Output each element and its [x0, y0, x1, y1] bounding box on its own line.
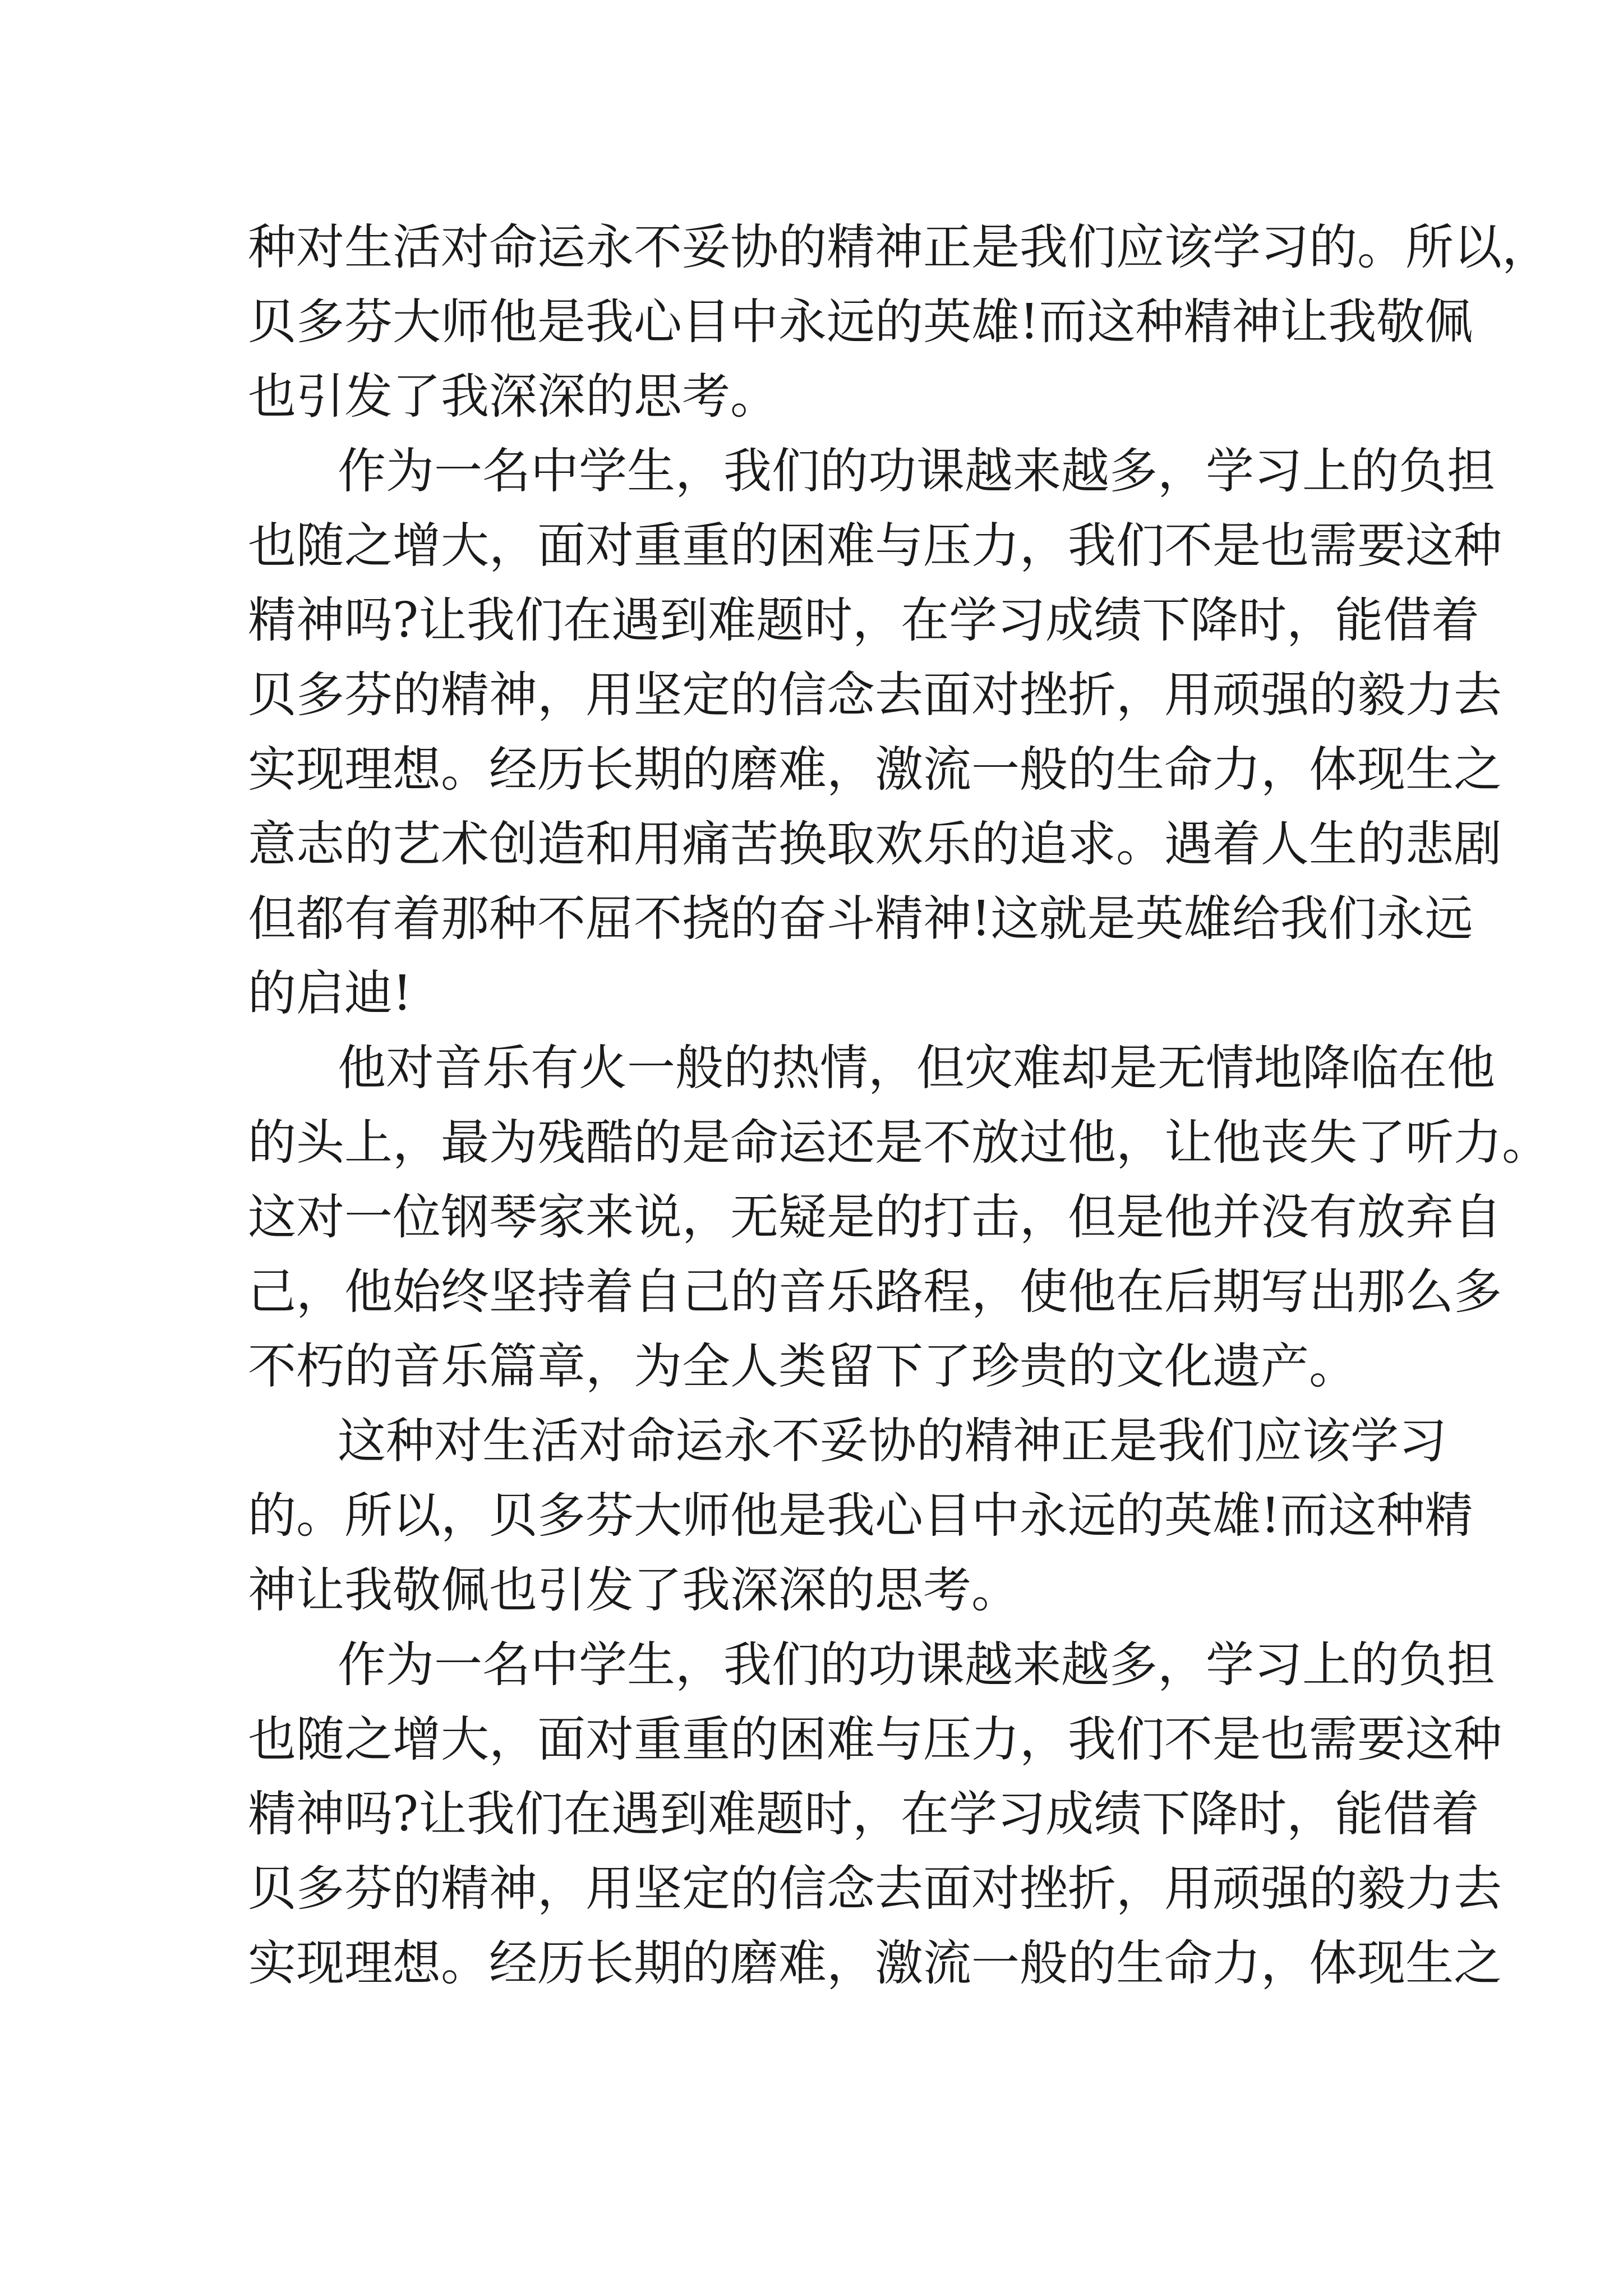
- text-line: 实现理想。经历长期的磨难，激流一般的生命力，体现生之: [248, 742, 1502, 798]
- text-line: 作为一名中学生，我们的功课越来越多，学习上的负担: [338, 443, 1495, 499]
- text-line: 的启迪!: [248, 965, 412, 1022]
- text-line: 实现理想。经历长期的磨难，激流一般的生命力，体现生之: [248, 1935, 1502, 1991]
- text-line: 的。所以，贝多芬大师他是我心目中永远的英雄!而这种精: [248, 1488, 1473, 1544]
- text-line: 这对一位钢琴家来说，无疑是的打击，但是他并没有放弃自: [248, 1189, 1502, 1245]
- text-line: 不朽的音乐篇章，为全人类留下了珍贵的文化遗产。: [248, 1338, 1357, 1395]
- text-line: 但都有着那种不屈不挠的奋斗精神!这就是英雄给我们永远: [248, 891, 1473, 947]
- text-line: 也随之增大，面对重重的困难与压力，我们不是也需要这种: [248, 518, 1502, 574]
- text-line: 贝多芬大师他是我心目中永远的英雄!而这种精神让我敬佩: [248, 294, 1473, 350]
- text-line: 也引发了我深深的思考。: [248, 369, 778, 425]
- text-line: 他对音乐有火一般的热情，但灾难却是无情地降临在他: [338, 1040, 1495, 1096]
- text-line: 种对生活对命运永不妥协的精神正是我们应该学习的。所以，: [248, 219, 1550, 275]
- text-line: 的头上，最为残酷的是命运还是不放过他，让他丧失了听力。: [248, 1115, 1550, 1171]
- body-text: [248, 210, 1550, 2001]
- text-line: 这种对生活对命运永不妥协的精神正是我们应该学习: [338, 1413, 1447, 1469]
- text-line: 也随之增大，面对重重的困难与压力，我们不是也需要这种: [248, 1711, 1502, 1768]
- text-line: 精神吗?让我们在遇到难题时，在学习成绩下降时，能借着: [248, 1786, 1480, 1842]
- text-line: 己，他始终坚持着自己的音乐路程，使他在后期写出那么多: [248, 1264, 1502, 1320]
- text-line: 贝多芬的精神，用坚定的信念去面对挫折，用顽强的毅力去: [248, 667, 1502, 723]
- text-line: 神让我敬佩也引发了我深深的思考。: [248, 1562, 1020, 1618]
- text-line: 作为一名中学生，我们的功课越来越多，学习上的负担: [338, 1637, 1495, 1693]
- text-line: 意志的艺术创造和用痛苦换取欢乐的追求。遇着人生的悲剧: [248, 816, 1502, 872]
- text-line: 贝多芬的精神，用坚定的信念去面对挫折，用顽强的毅力去: [248, 1861, 1502, 1917]
- text-line: 精神吗?让我们在遇到难题时，在学习成绩下降时，能借着: [248, 592, 1480, 648]
